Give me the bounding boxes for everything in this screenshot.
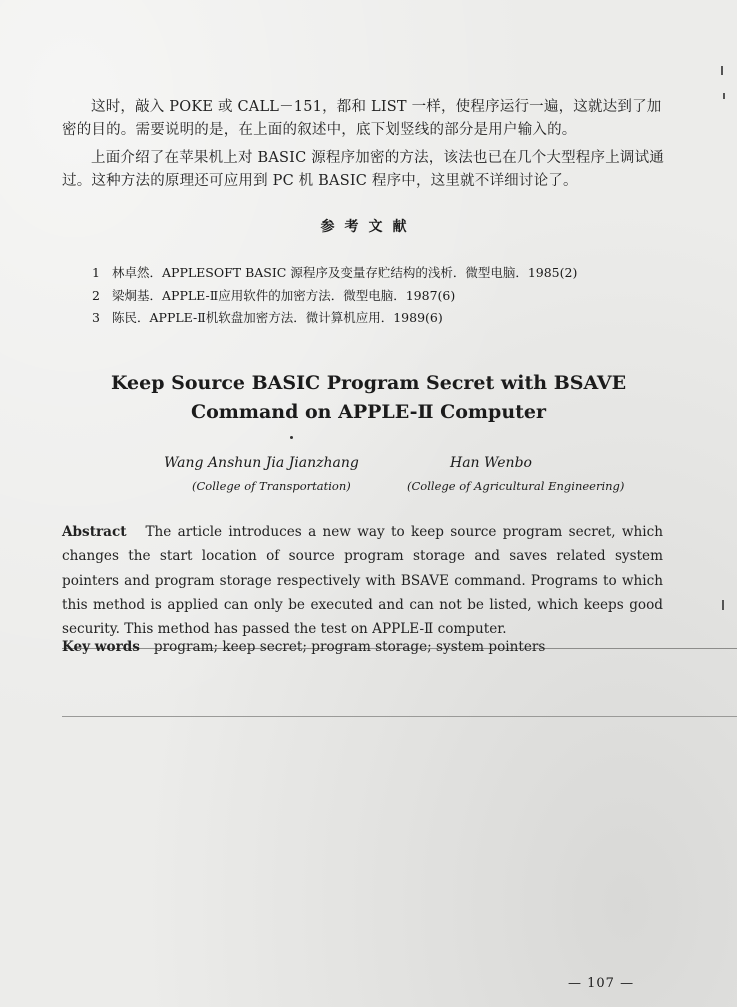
scan-mark [723,93,725,99]
reference-item [92,262,577,285]
scan-mark [722,600,724,610]
scan-rule-line [62,716,737,717]
reference-text: 梁炯基．APPLE-Ⅱ应用软件的加密方法．微型电脑．1987(6) [112,287,456,303]
reference-item [92,285,577,308]
page-number: — 107 — [568,976,635,991]
reference-number: 1 [92,265,100,280]
reference-item [92,307,577,330]
keywords [62,639,545,655]
reference-number: 2 [92,287,100,303]
abstract-text: The article introduces a new way to keep source program secret, which changes the start location of source program storage and saves related system pointers and program storage respectively with BSAVE command. Programs to which this method is applied can only be executed and can not be listed, which keeps good security. This method has passed the test on APPLE-Ⅱ computer. [62,524,663,638]
body-paragraph-2: 上面介绍了在苹果机上对 BASIC 源程序加密的方法，该法也已在几个大型程序上调试通过。这种方法的原理还可应用到 PC 机 BASIC 程序中，这里就不详细讨论了。 [62,150,664,189]
references-heading: 参考文献 [320,219,417,235]
reference-text: 林卓然．APPLESOFT BASIC 源程序及变量存贮结构的浅析．微型电脑．1985(2) [112,265,578,280]
body-paragraph-1: 这时，敲入 POKE 或 CALL－151，都和 LIST 一样，使程序运行一遍，这就达到了加密的目的。需要说明的是，在上面的叙述中，底下划竖线的部分是用户输入的。 [62,99,662,138]
english-title-line-1: Keep Source BASIC Program Secret with BSAVE [110,372,627,394]
abstract-label: Abstract [62,524,127,540]
keywords-text: program; keep secret; program storage; system pointers [153,639,546,655]
affiliation-left: (College of Transportation) [192,479,351,493]
abstract [62,520,663,641]
reference-number: 3 [92,310,100,325]
authors-left: Wang Anshun Jia Jianzhang [164,455,359,471]
authors-right: Han Wenbo [450,455,532,471]
ink-dot [290,436,293,439]
keywords-label: Key words [62,639,140,655]
reference-list [92,262,577,330]
affiliation-right: (College of Agricultural Engineering) [407,479,625,493]
scan-mark [721,66,723,75]
english-title-line-2: Command on APPLE-Ⅱ Computer [190,401,547,423]
reference-text: 陈民．APPLE-Ⅱ机软盘加密方法．微计算机应用．1989(6) [112,310,443,325]
